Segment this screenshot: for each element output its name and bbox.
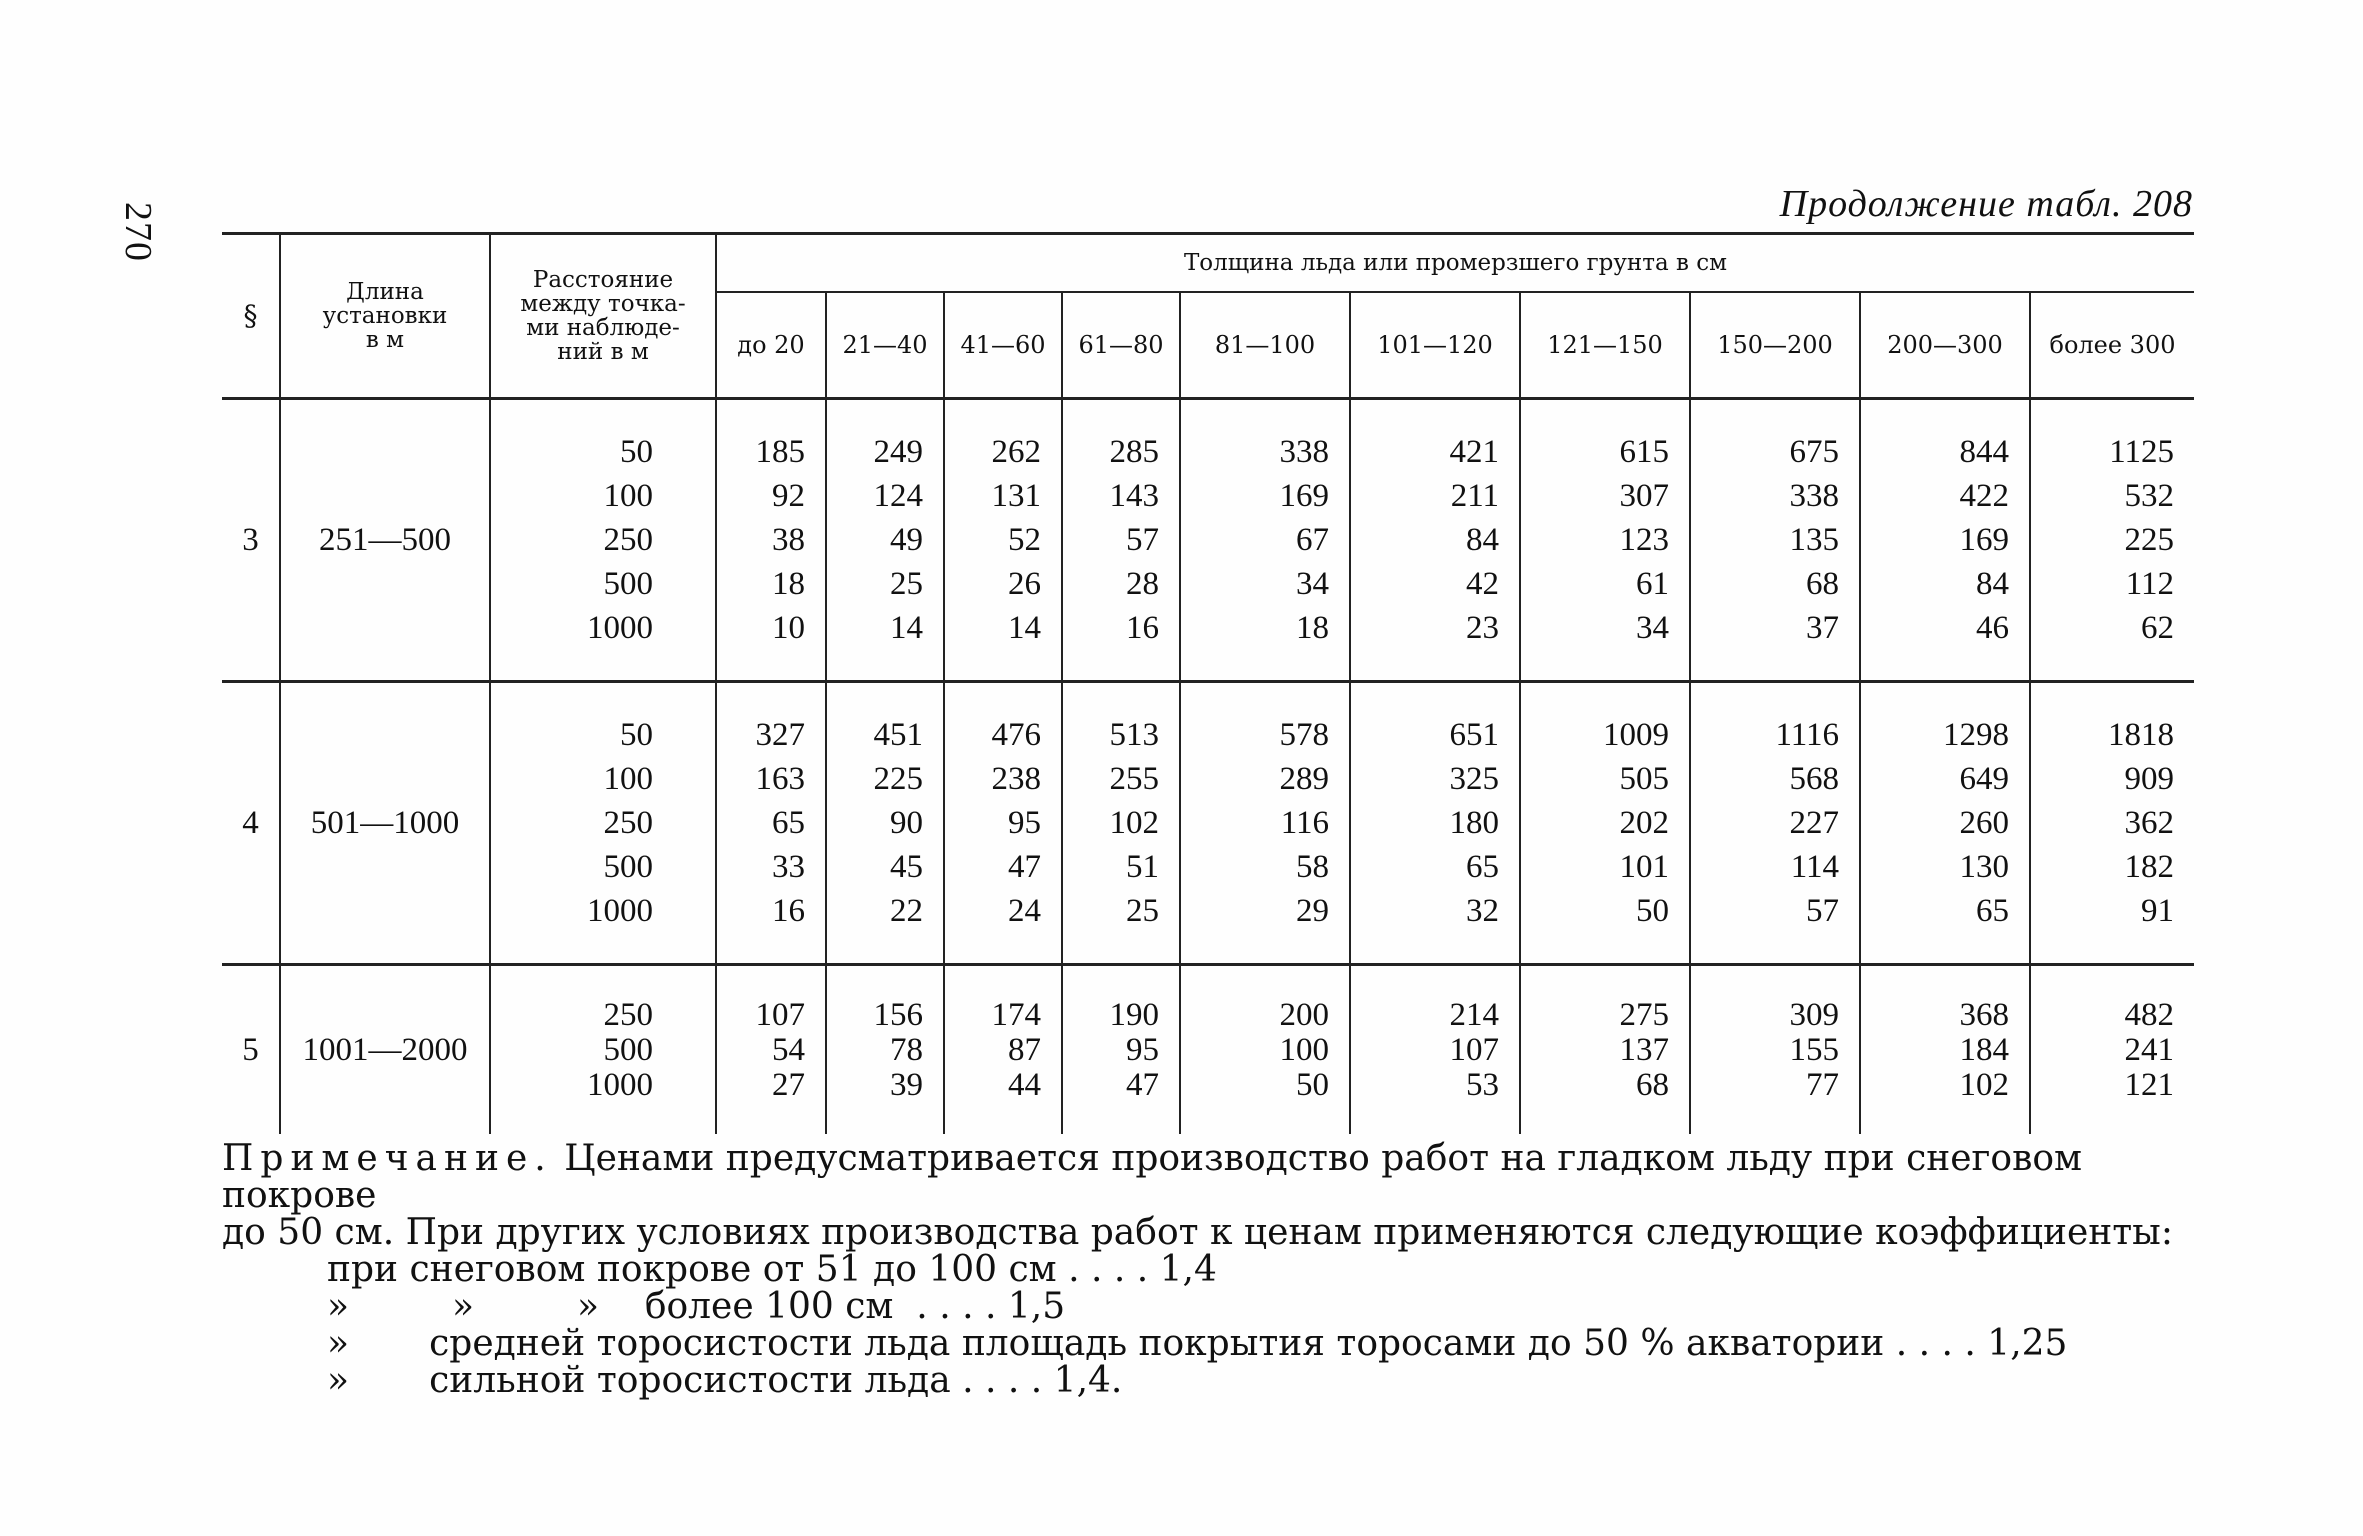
table-row-group bbox=[222, 682, 2194, 965]
price-value: 14 bbox=[1008, 610, 1041, 646]
price-value: 137 bbox=[1619, 1031, 1669, 1068]
price-value: 844 bbox=[1959, 434, 2009, 470]
price-value: 675 bbox=[1789, 434, 1839, 470]
price-value: 112 bbox=[2125, 566, 2174, 602]
price-value: 29 bbox=[1296, 893, 1329, 929]
price-cell bbox=[944, 965, 1062, 1135]
price-value: 23 bbox=[1466, 610, 1499, 646]
price-value: 513 bbox=[1109, 717, 1159, 753]
price-value: 1009 bbox=[1603, 717, 1669, 753]
price-value: 568 bbox=[1789, 761, 1839, 797]
price-cell bbox=[2030, 965, 2194, 1135]
header-column: до 20 bbox=[716, 292, 826, 399]
distance-value: 250 bbox=[603, 996, 653, 1033]
header-column: 200—300 bbox=[1860, 292, 2030, 399]
price-value: 61 bbox=[1636, 566, 1669, 602]
header-distance-line: между точка- bbox=[520, 291, 686, 317]
price-value: 68 bbox=[1636, 1066, 1669, 1103]
distance-value: 500 bbox=[603, 1031, 653, 1068]
price-cell bbox=[1520, 682, 1690, 965]
price-value: 84 bbox=[1976, 566, 2009, 602]
header-column: 121—150 bbox=[1520, 292, 1690, 399]
price-value: 102 bbox=[1109, 805, 1159, 841]
price-value: 26 bbox=[1008, 566, 1041, 602]
price-value: 32 bbox=[1466, 893, 1499, 929]
price-value: 225 bbox=[2124, 522, 2174, 558]
price-cell bbox=[1350, 399, 1520, 682]
price-value: 78 bbox=[890, 1031, 923, 1068]
distance-cell bbox=[490, 682, 716, 965]
price-value: 211 bbox=[1450, 478, 1499, 514]
price-value: 45 bbox=[890, 849, 923, 885]
price-value: 249 bbox=[873, 434, 923, 470]
price-cell bbox=[944, 399, 1062, 682]
price-value: 18 bbox=[772, 566, 805, 602]
header-column: 21—40 bbox=[826, 292, 944, 399]
distance-value: 100 bbox=[603, 761, 653, 797]
distance-cell bbox=[490, 399, 716, 682]
price-cell bbox=[1520, 399, 1690, 682]
price-value: 50 bbox=[1636, 893, 1669, 929]
price-cell bbox=[1180, 682, 1350, 965]
price-value: 68 bbox=[1806, 566, 1839, 602]
price-value: 116 bbox=[1280, 805, 1329, 841]
header-distance-line: ми наблюде- bbox=[526, 315, 680, 341]
price-value: 10 bbox=[772, 610, 805, 646]
header-length-line: в м bbox=[365, 327, 405, 353]
note-line: при снеговом покрове от 51 до 100 см . . . . 1,4 bbox=[327, 1249, 1217, 1290]
price-value: 14 bbox=[890, 610, 923, 646]
price-value: 95 bbox=[1126, 1031, 1159, 1068]
header-column: 41—60 bbox=[944, 292, 1062, 399]
header-column: 101—120 bbox=[1350, 292, 1520, 399]
price-value: 34 bbox=[1296, 566, 1329, 602]
header-distance-line: ний в м bbox=[557, 339, 649, 365]
price-cell bbox=[716, 399, 826, 682]
distance-value: 1000 bbox=[587, 610, 653, 646]
price-cell bbox=[2030, 682, 2194, 965]
price-value: 52 bbox=[1008, 522, 1041, 558]
price-value: 53 bbox=[1466, 1066, 1499, 1103]
header-length-line: установки bbox=[322, 303, 448, 329]
price-value: 649 bbox=[1959, 761, 2009, 797]
price-value: 65 bbox=[1466, 849, 1499, 885]
price-cell bbox=[716, 682, 826, 965]
price-value: 1818 bbox=[2108, 717, 2174, 753]
price-cell bbox=[1520, 965, 1690, 1135]
price-value: 102 bbox=[1959, 1066, 2009, 1103]
header-section: § bbox=[222, 234, 280, 399]
price-value: 33 bbox=[772, 849, 805, 885]
price-value: 37 bbox=[1806, 610, 1839, 646]
price-value: 482 bbox=[2124, 996, 2174, 1033]
price-value: 57 bbox=[1806, 893, 1839, 929]
price-value: 262 bbox=[991, 434, 1041, 470]
distance-value: 50 bbox=[620, 434, 653, 470]
price-value: 25 bbox=[1126, 893, 1159, 929]
price-cell bbox=[826, 965, 944, 1135]
price-value: 289 bbox=[1279, 761, 1329, 797]
header-distance bbox=[490, 234, 716, 399]
price-value: 1298 bbox=[1943, 717, 2009, 753]
price-value: 362 bbox=[2124, 805, 2174, 841]
price-value: 47 bbox=[1126, 1066, 1159, 1103]
price-value: 18 bbox=[1296, 610, 1329, 646]
distance-value: 100 bbox=[603, 478, 653, 514]
price-value: 47 bbox=[1008, 849, 1041, 885]
price-value: 67 bbox=[1296, 522, 1329, 558]
price-value: 182 bbox=[2124, 849, 2174, 885]
price-value: 202 bbox=[1619, 805, 1669, 841]
price-value: 180 bbox=[1449, 805, 1499, 841]
price-cell bbox=[1180, 965, 1350, 1135]
distance-value: 50 bbox=[620, 717, 653, 753]
table-note bbox=[222, 1140, 2202, 1399]
length-range: 1001—2000 bbox=[302, 1031, 468, 1068]
price-value: 54 bbox=[772, 1031, 805, 1068]
price-value: 422 bbox=[1959, 478, 2009, 514]
section-cell bbox=[222, 399, 280, 682]
distance-value: 250 bbox=[603, 522, 653, 558]
price-value: 227 bbox=[1789, 805, 1839, 841]
length-cell bbox=[280, 682, 490, 965]
price-value: 185 bbox=[755, 434, 805, 470]
price-value: 65 bbox=[772, 805, 805, 841]
note-line: Ценами предусматривается производство работ на гладком льду при снеговом покрове bbox=[222, 1138, 2083, 1216]
price-value: 275 bbox=[1619, 996, 1669, 1033]
price-value: 190 bbox=[1109, 996, 1159, 1033]
price-value: 51 bbox=[1126, 849, 1159, 885]
price-value: 909 bbox=[2124, 761, 2174, 797]
price-value: 101 bbox=[1619, 849, 1669, 885]
price-cell bbox=[1350, 682, 1520, 965]
price-value: 100 bbox=[1279, 1031, 1329, 1068]
price-value: 338 bbox=[1789, 478, 1839, 514]
price-value: 241 bbox=[2124, 1031, 2174, 1068]
price-value: 39 bbox=[890, 1066, 923, 1103]
price-value: 255 bbox=[1109, 761, 1159, 797]
length-range: 251—500 bbox=[319, 522, 451, 558]
header-column: 61—80 bbox=[1062, 292, 1180, 399]
price-cell bbox=[2030, 399, 2194, 682]
table-continuation-caption: Продолжение табл. 208 bbox=[1779, 183, 2193, 225]
price-value: 327 bbox=[755, 717, 805, 753]
note-line: » сильной торосистости льда . . . . 1,4. bbox=[327, 1360, 1123, 1401]
price-value: 87 bbox=[1008, 1031, 1041, 1068]
price-value: 44 bbox=[1008, 1066, 1041, 1103]
header-length-line: Длина bbox=[346, 279, 424, 305]
price-cell bbox=[1690, 399, 1860, 682]
length-cell bbox=[280, 965, 490, 1135]
price-value: 107 bbox=[755, 996, 805, 1033]
price-value: 1125 bbox=[2109, 434, 2174, 470]
price-value: 169 bbox=[1959, 522, 2009, 558]
price-value: 505 bbox=[1619, 761, 1669, 797]
price-value: 27 bbox=[772, 1066, 805, 1103]
price-value: 114 bbox=[1790, 849, 1839, 885]
price-cell bbox=[716, 965, 826, 1135]
price-value: 16 bbox=[772, 893, 805, 929]
price-value: 90 bbox=[890, 805, 923, 841]
header-column: 81—100 bbox=[1180, 292, 1350, 399]
price-cell bbox=[826, 399, 944, 682]
price-value: 325 bbox=[1449, 761, 1499, 797]
price-value: 451 bbox=[873, 717, 923, 753]
length-cell bbox=[280, 399, 490, 682]
length-range: 501—1000 bbox=[310, 805, 460, 841]
price-value: 34 bbox=[1636, 610, 1669, 646]
price-value: 38 bbox=[772, 522, 805, 558]
price-value: 135 bbox=[1789, 522, 1839, 558]
distance-value: 500 bbox=[603, 566, 653, 602]
section-number: 3 bbox=[242, 522, 259, 558]
price-cell bbox=[1860, 965, 2030, 1135]
price-value: 25 bbox=[890, 566, 923, 602]
distance-value: 500 bbox=[603, 849, 653, 885]
note-line: » средней торосистости льда площадь покрытия торосами до 50 % акватории . . . . 1,25 bbox=[327, 1323, 2068, 1364]
price-value: 77 bbox=[1806, 1066, 1839, 1103]
distance-value: 250 bbox=[603, 805, 653, 841]
price-value: 42 bbox=[1466, 566, 1499, 602]
price-value: 156 bbox=[873, 996, 923, 1033]
price-value: 121 bbox=[2124, 1066, 2174, 1103]
price-value: 309 bbox=[1789, 996, 1839, 1033]
price-cell bbox=[1690, 682, 1860, 965]
header-distance-line: Расстояние bbox=[532, 267, 674, 293]
price-value: 50 bbox=[1296, 1066, 1329, 1103]
price-value: 28 bbox=[1126, 566, 1159, 602]
price-cell bbox=[1062, 399, 1180, 682]
header-column: 150—200 bbox=[1690, 292, 1860, 399]
price-value: 84 bbox=[1466, 522, 1499, 558]
table-row-group bbox=[222, 965, 2194, 1135]
price-value: 123 bbox=[1619, 522, 1669, 558]
price-cell bbox=[1860, 399, 2030, 682]
price-value: 107 bbox=[1449, 1031, 1499, 1068]
price-value: 368 bbox=[1959, 996, 2009, 1033]
header-thickness: Толщина льда или промерзшего грунта в см bbox=[716, 234, 2194, 293]
price-cell bbox=[944, 682, 1062, 965]
price-value: 338 bbox=[1279, 434, 1329, 470]
data-table bbox=[222, 232, 2194, 1134]
price-value: 65 bbox=[1976, 893, 2009, 929]
price-value: 615 bbox=[1619, 434, 1669, 470]
price-value: 130 bbox=[1959, 849, 2009, 885]
note-line: до 50 см. При других условиях производства работ к ценам применяются следующие коэффициенты: bbox=[222, 1212, 2173, 1253]
price-value: 476 bbox=[991, 717, 1041, 753]
price-value: 91 bbox=[2141, 893, 2174, 929]
price-value: 200 bbox=[1279, 996, 1329, 1033]
price-value: 22 bbox=[890, 893, 923, 929]
price-cell bbox=[826, 682, 944, 965]
distance-cell bbox=[490, 965, 716, 1135]
price-value: 260 bbox=[1959, 805, 2009, 841]
price-value: 124 bbox=[873, 478, 923, 514]
price-value: 49 bbox=[890, 522, 923, 558]
header-column: более 300 bbox=[2030, 292, 2194, 399]
price-value: 238 bbox=[991, 761, 1041, 797]
price-value: 421 bbox=[1449, 434, 1499, 470]
price-value: 155 bbox=[1789, 1031, 1839, 1068]
price-value: 174 bbox=[991, 996, 1041, 1033]
price-value: 24 bbox=[1008, 893, 1041, 929]
section-number: 5 bbox=[242, 1031, 259, 1068]
page-number: 270 bbox=[117, 202, 159, 262]
price-cell bbox=[1180, 399, 1350, 682]
price-value: 46 bbox=[1976, 610, 2009, 646]
price-cell bbox=[1350, 965, 1520, 1135]
distance-value: 1000 bbox=[587, 1066, 653, 1103]
price-cell bbox=[1690, 965, 1860, 1135]
note-title: Примечание. bbox=[222, 1138, 553, 1179]
price-value: 95 bbox=[1008, 805, 1041, 841]
price-value: 143 bbox=[1109, 478, 1159, 514]
distance-value: 1000 bbox=[587, 893, 653, 929]
price-value: 578 bbox=[1279, 717, 1329, 753]
price-value: 57 bbox=[1126, 522, 1159, 558]
price-value: 58 bbox=[1296, 849, 1329, 885]
section-cell bbox=[222, 682, 280, 965]
note-line: » » » более 100 см . . . . 1,5 bbox=[327, 1286, 1066, 1327]
price-value: 92 bbox=[772, 478, 805, 514]
price-cell bbox=[1062, 965, 1180, 1135]
price-value: 214 bbox=[1449, 996, 1499, 1033]
price-value: 131 bbox=[991, 478, 1041, 514]
price-value: 225 bbox=[873, 761, 923, 797]
table-row-group bbox=[222, 399, 2194, 682]
price-value: 307 bbox=[1619, 478, 1669, 514]
header-length bbox=[280, 234, 490, 399]
price-value: 169 bbox=[1279, 478, 1329, 514]
price-cell bbox=[1860, 682, 2030, 965]
price-value: 163 bbox=[755, 761, 805, 797]
price-value: 184 bbox=[1959, 1031, 2009, 1068]
section-cell bbox=[222, 965, 280, 1135]
price-value: 62 bbox=[2141, 610, 2174, 646]
section-number: 4 bbox=[242, 805, 259, 841]
price-value: 285 bbox=[1109, 434, 1159, 470]
price-value: 1116 bbox=[1775, 717, 1839, 753]
price-value: 532 bbox=[2124, 478, 2174, 514]
price-value: 651 bbox=[1449, 717, 1499, 753]
price-value: 16 bbox=[1126, 610, 1159, 646]
price-cell bbox=[1062, 682, 1180, 965]
